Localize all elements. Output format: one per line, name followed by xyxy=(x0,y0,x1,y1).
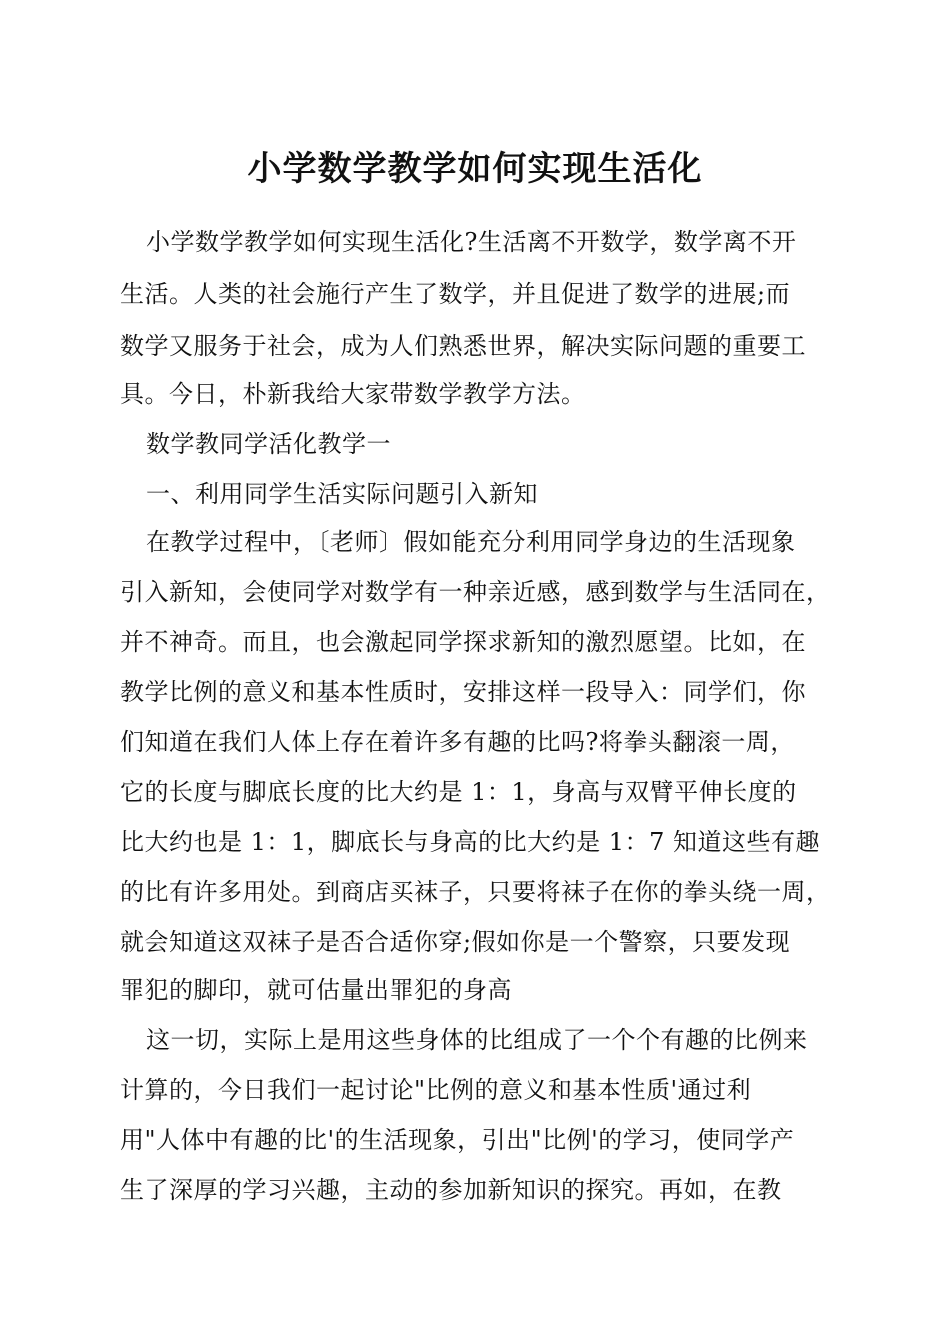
paragraph-line: 生了深厚的学习兴趣，主动的参加新知识的探究。再如，在教 xyxy=(120,1176,782,1204)
paragraph-line: 罪犯的脚印，就可估量出罪犯的身高 xyxy=(120,976,512,1004)
paragraph-line: 引入新知，会使同学对数学有一种亲近感，感到数学与生活同在， xyxy=(120,578,831,606)
section-heading: 数学教同学活化教学一 xyxy=(146,430,391,458)
paragraph-line: 们知道在我们人体上存在着许多有趣的比吗?将拳头翻滚一周， xyxy=(120,728,795,756)
paragraph-line: 并不神奇。而且，也会激起同学探求新知的激烈愿望。比如，在 xyxy=(120,628,806,656)
paragraph-line: 比大约也是 1：1，脚底长与身高的比大约是 1：7 知道这些有趣 xyxy=(120,828,820,856)
paragraph-line: 生活。人类的社会施行产生了数学，并且促进了数学的进展;而 xyxy=(120,280,791,308)
paragraph-line: 小学数学教学如何实现生活化?生活离不开数学，数学离不开 xyxy=(146,228,797,256)
paragraph-line: 具。今日，朴新我给大家带数学教学方法。 xyxy=(120,380,586,408)
paragraph-line: 教学比例的意义和基本性质时，安排这样一段导入：同学们，你 xyxy=(120,678,806,706)
document-title: 小学数学教学如何实现生活化 xyxy=(247,149,703,189)
paragraph-line: 就会知道这双袜子是否合适你穿;假如你是一个警察，只要发现 xyxy=(120,928,791,956)
paragraph-line: 它的长度与脚底长度的比大约是 1：1，身高与双臂平伸长度的 xyxy=(120,778,797,806)
paragraph-line: 这一切，实际上是用这些身体的比组成了一个个有趣的比例来 xyxy=(146,1026,808,1054)
paragraph-line: 计算的，今日我们一起讨论"比例的意义和基本性质'通过利 xyxy=(120,1076,752,1104)
paragraph-line: 的比有许多用处。到商店买袜子，只要将袜子在你的拳头绕一周， xyxy=(120,878,831,906)
subsection-heading: 一、利用同学生活实际问题引入新知 xyxy=(146,480,538,508)
paragraph-line: 用"人体中有趣的比'的生活现象，引出"比例'的学习，使同学产 xyxy=(120,1126,795,1154)
paragraph-line: 数学又服务于社会，成为人们熟悉世界，解决实际问题的重要工 xyxy=(120,332,806,360)
paragraph-line: 在教学过程中，〔老师〕假如能充分利用同学身边的生活现象 xyxy=(146,528,796,556)
